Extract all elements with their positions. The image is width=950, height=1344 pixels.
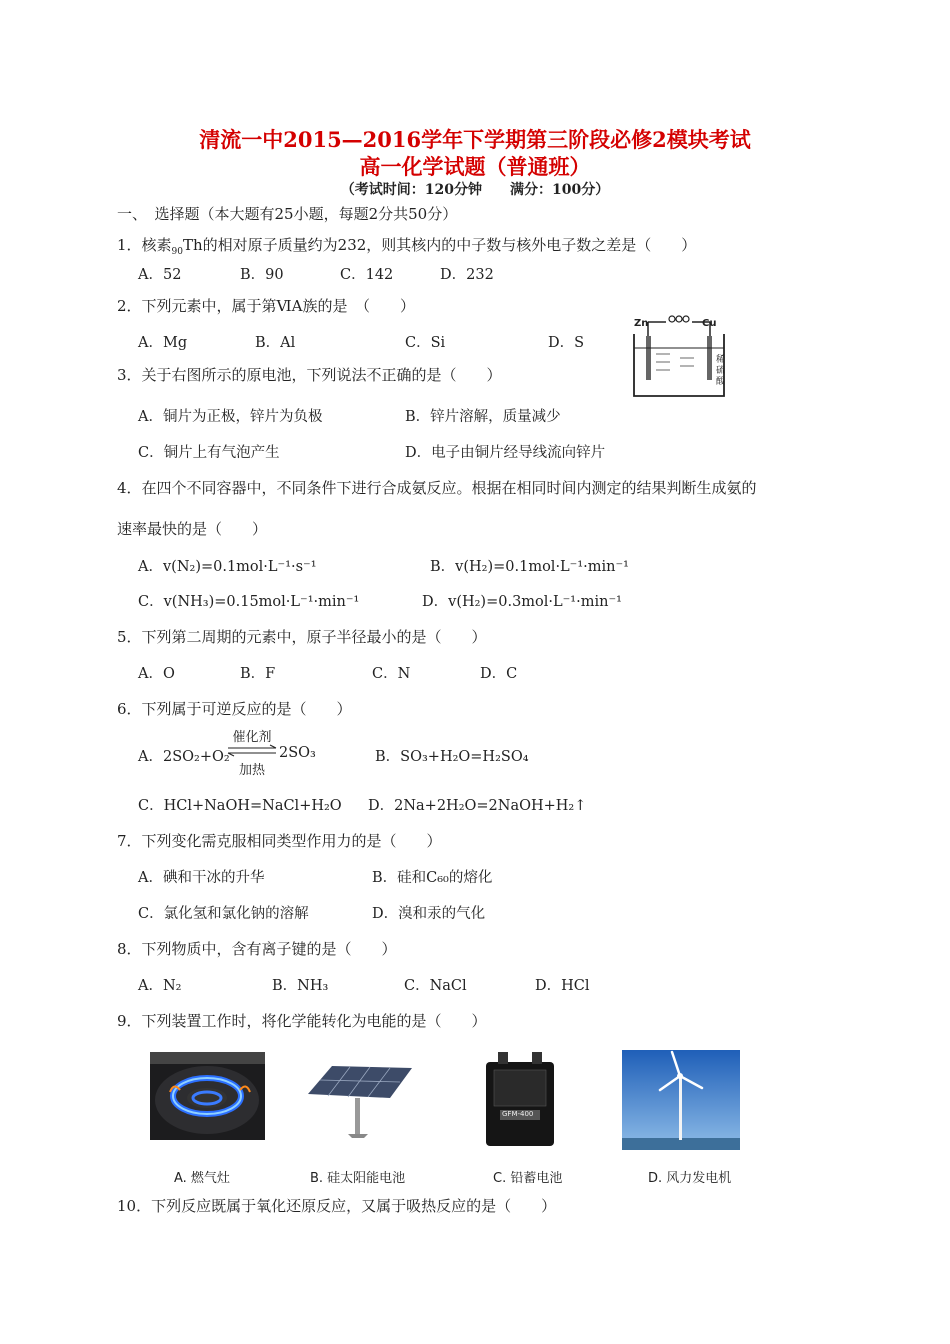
solar-panel-image	[300, 1052, 415, 1140]
section-heading: 一、 选择题（本大题有25小题，每题2分共50分）	[117, 205, 458, 223]
question-4-line1: 4．在四个不同容器中，不同条件下进行合成氨反应。根据在相同时间内测定的结果判断生成氨的	[117, 479, 757, 497]
question-8: 8．下列物质中，含有离子键的是（ ）	[117, 940, 397, 958]
zn-label: Zn	[634, 318, 649, 329]
question-2: 2．下列元素中，属于第ⅥA族的是 （ ）	[117, 297, 415, 315]
q6-option-a	[138, 745, 230, 766]
exam-info: （考试时间：120分钟 满分：100分）	[340, 182, 610, 198]
acid-label-1: 稀	[716, 355, 726, 365]
q7-option-b: B．硅和C₆₀的熔化	[372, 870, 493, 886]
q5-option-b: B．F	[240, 666, 276, 682]
q1-mass-number: 90	[171, 247, 183, 257]
q7-option-a: A．碘和干冰的升华	[138, 870, 265, 886]
exam-title-line2: 高一化学试题（普通班）	[359, 154, 591, 179]
q8-option-a: A．N₂	[138, 978, 182, 994]
q5-option-a: A．O	[138, 666, 175, 682]
q9-caption-d: D. 风力发电机	[648, 1171, 732, 1186]
question-3: 3．关于右图所示的原电池，下列说法不正确的是（ ）	[117, 366, 502, 384]
question-10: 10．下列反应既属于氧化还原反应，又属于吸热反应的是（ ）	[117, 1197, 557, 1215]
question-4-line2: 速率最快的是（ ）	[117, 520, 268, 538]
q6-option-c: C．HCl+NaOH=NaCl+H₂O	[138, 798, 342, 814]
question-5: 5．下列第二周期的元素中，原子半径最小的是（ ）	[117, 628, 487, 646]
q6-option-d: D．2Na+2H₂O=2NaOH+H₂↑	[368, 798, 587, 814]
battery-model-label: GFM-400	[502, 1110, 534, 1118]
q6-option-b: B．SO₃+H₂O=H₂SO₄	[375, 749, 529, 765]
wind-turbine-image	[622, 1050, 740, 1150]
q1-stem-prefix: 1．核素	[117, 236, 172, 254]
q8-option-b: B．NH₃	[272, 978, 329, 994]
q4-option-d: D．v(H₂)=0.3mol·L⁻¹·min⁻¹	[422, 594, 622, 610]
q6-a-reactants: A．2SO₂+O₂	[138, 749, 230, 765]
heat-label: 加热	[238, 763, 265, 778]
q1-option-a: A．52	[138, 267, 182, 283]
q1-option-d: D．232	[440, 267, 494, 283]
acid-label-2: 硫	[716, 366, 726, 376]
question-6: 6．下列属于可逆反应的是（ ）	[117, 700, 352, 718]
q3-option-d: D．电子由铜片经导线流向锌片	[405, 445, 606, 461]
exam-title-line1: 清流一中2015—2016学年下学期第三阶段必修2模块考试	[199, 127, 751, 152]
q4-option-c: C．v(NH₃)=0.15mol·L⁻¹·min⁻¹	[138, 594, 360, 610]
q5-option-c: C．N	[372, 666, 411, 682]
q3-option-b: B．锌片溶解，质量减少	[405, 409, 561, 425]
q1-stem-rest: 的相对原子质量约为232，则其核内的中子数与核外电子数之差是（ ）	[202, 236, 697, 254]
q9-caption-b: B. 硅太阳能电池	[310, 1171, 406, 1186]
q1-element: Th	[183, 236, 203, 254]
q2-option-d: D．S	[548, 335, 585, 351]
gas-stove-image	[150, 1052, 265, 1140]
q7-option-c: C．氯化氢和氯化钠的溶解	[138, 906, 309, 922]
acid-label-3: 酸	[716, 377, 726, 387]
question-1	[117, 234, 696, 257]
lead-battery-image	[480, 1048, 560, 1148]
reversible-arrow	[226, 726, 278, 778]
q7-option-d: D．溴和汞的气化	[372, 906, 486, 922]
q1-option-b: B．90	[240, 267, 284, 283]
question-9: 9．下列装置工作时，将化学能转化为电能的是（ ）	[117, 1012, 487, 1030]
q6-a-product: 2SO₃	[279, 745, 316, 761]
q4-option-b: B．v(H₂)=0.1mol·L⁻¹·min⁻¹	[430, 559, 629, 575]
q5-option-d: D．C	[480, 666, 518, 682]
question-7: 7．下列变化需克服相同类型作用力的是（ ）	[117, 832, 442, 850]
cu-label: Cu	[702, 318, 717, 329]
q9-caption-a: A. 燃气灶	[174, 1171, 230, 1186]
q3-option-c: C．铜片上有气泡产生	[138, 445, 280, 461]
q1-option-c: C．142	[340, 267, 394, 283]
q4-option-a: A．v(N₂)=0.1mol·L⁻¹·s⁻¹	[138, 559, 317, 575]
catalyst-label: 催化剂	[232, 730, 272, 745]
q9-caption-c: C. 铅蓄电池	[493, 1171, 563, 1186]
q2-option-b: B．Al	[255, 335, 296, 351]
q8-option-d: D．HCl	[535, 978, 590, 994]
q2-option-c: C．Si	[405, 335, 446, 351]
q2-option-a: A．Mg	[138, 335, 188, 351]
q3-option-a: A．铜片为正极，锌片为负极	[138, 409, 323, 425]
galvanic-cell-diagram	[630, 312, 730, 400]
q8-option-c: C．NaCl	[404, 978, 467, 994]
